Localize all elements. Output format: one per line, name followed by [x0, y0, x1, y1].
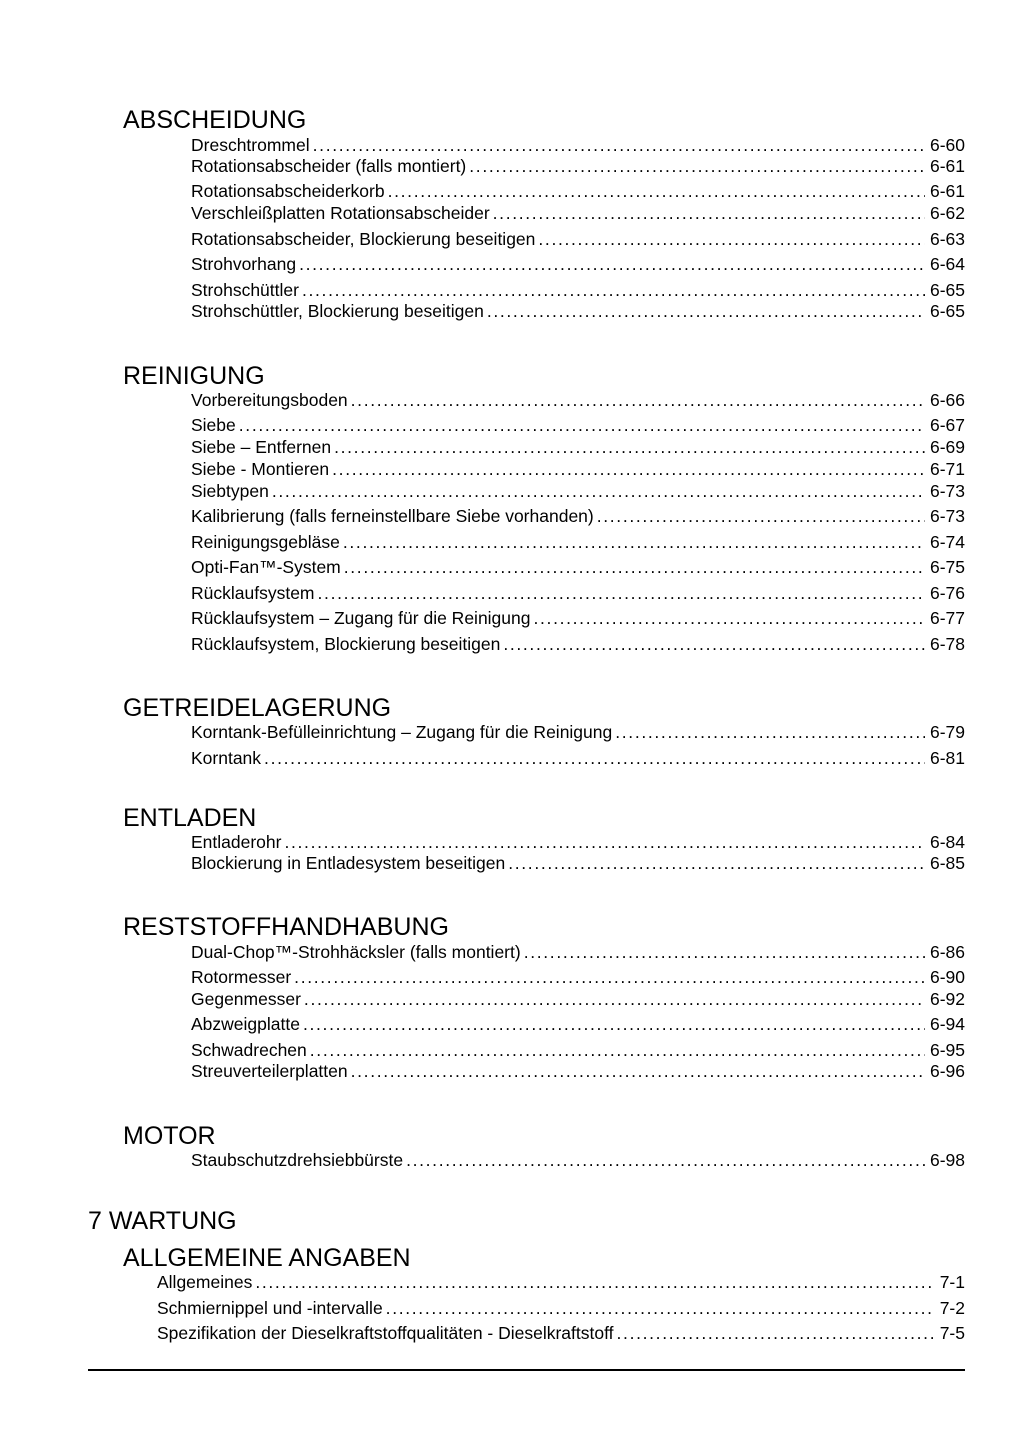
toc-entry-title: Schwadrechen [191, 1040, 307, 1060]
toc-entry-title: Gegenmesser [191, 989, 301, 1009]
section-heading-reststoffhandhabung: RESTSTOFFHANDHABUNG [123, 913, 449, 941]
dot-leader [310, 1039, 925, 1061]
dot-leader [299, 253, 925, 275]
toc-entry-page: 6-65 [929, 301, 965, 321]
section-heading-entladen: ENTLADEN [123, 804, 257, 832]
toc-entry-title: Verschleißplatten Rotationsabscheider [191, 203, 490, 223]
dot-leader [469, 155, 925, 177]
toc-entry-page: 6-76 [929, 583, 965, 603]
toc-entry[interactable] [191, 436, 965, 458]
toc-entry-title: Reinigungsgebläse [191, 532, 340, 552]
toc-entry[interactable] [191, 747, 965, 769]
toc-entry-page: 6-74 [929, 532, 965, 552]
toc-entry-title: Rotationsabscheider (falls montiert) [191, 156, 467, 176]
toc-entry-title: Dreschtrommel [191, 135, 310, 155]
toc-entry-title: Rücklaufsystem [191, 583, 315, 603]
toc-entry[interactable] [191, 155, 965, 177]
toc-entry[interactable] [191, 505, 965, 527]
toc-entry[interactable] [157, 1322, 965, 1344]
toc-entry-title: Siebe - Montieren [191, 459, 330, 479]
toc-entry-page: 6-79 [929, 722, 965, 742]
toc-entry[interactable] [191, 941, 965, 963]
toc-entry-page: 6-92 [929, 989, 965, 1009]
toc-entry[interactable] [191, 228, 965, 250]
toc-entry[interactable] [191, 852, 965, 874]
toc-entry[interactable] [157, 1297, 965, 1319]
toc-entry-title: Siebe – Entfernen [191, 437, 332, 457]
toc-entry-title: Strohvorhang [191, 254, 297, 274]
toc-entry-page: 6-78 [929, 634, 965, 654]
dot-leader [304, 988, 925, 1010]
dot-leader [386, 1297, 935, 1319]
toc-entry[interactable] [191, 556, 965, 578]
dot-leader [284, 831, 924, 853]
dot-leader [615, 721, 925, 743]
toc-entry-title: Blockierung in Entladesystem beseitigen [191, 853, 506, 873]
toc-entry-page: 6-95 [929, 1040, 965, 1060]
toc-entry-page: 6-98 [929, 1150, 965, 1170]
dot-leader [303, 1013, 925, 1035]
section-heading-abscheidung: ABSCHEIDUNG [123, 106, 307, 134]
chapter-heading: 7 WARTUNG [88, 1207, 237, 1235]
toc-entry[interactable] [157, 1271, 965, 1293]
toc-entry-page: 6-64 [929, 254, 965, 274]
toc-entry-title: Kalibrierung (falls ferneinstellbare Siebe vorhanden) [191, 506, 594, 526]
toc-entry-page: 6-96 [929, 1061, 965, 1081]
toc-entry-title: Rücklaufsystem – Zugang für die Reinigung [191, 608, 531, 628]
dot-leader [538, 228, 925, 250]
toc-entry-title: Abzweigplatte [191, 1014, 300, 1034]
toc-entry-title: Siebe [191, 415, 236, 435]
toc-entry[interactable] [191, 134, 965, 156]
toc-entry-title: Entladerohr [191, 832, 282, 852]
dot-leader [313, 134, 925, 156]
dot-leader [508, 852, 925, 874]
toc-entry[interactable] [191, 966, 965, 988]
dot-leader [388, 180, 925, 202]
toc-entry-page: 6-63 [929, 229, 965, 249]
toc-entry[interactable] [191, 531, 965, 553]
toc-entry-title: Siebtypen [191, 481, 269, 501]
section-heading-getreidelagerung: GETREIDELAGERUNG [123, 694, 392, 722]
toc-entry-title: Dual-Chop™-Strohhäcksler (falls montiert) [191, 942, 521, 962]
toc-entry[interactable] [191, 1149, 965, 1171]
dot-leader [255, 1271, 934, 1293]
dot-leader [264, 747, 925, 769]
toc-entry-title: Korntank-Befülleinrichtung – Zugang für die Reinigung [191, 722, 613, 742]
toc-entry-title: Allgemeines [157, 1272, 253, 1292]
dot-leader [534, 607, 925, 629]
dot-leader [239, 414, 925, 436]
dot-leader [334, 436, 925, 458]
toc-entry-page: 6-62 [929, 203, 965, 223]
toc-entry-page: 6-69 [929, 437, 965, 457]
toc-entry-title: Streuverteilerplatten [191, 1061, 348, 1081]
toc-entry-title: Rotationsabscheider, Blockierung beseitigen [191, 229, 536, 249]
toc-entry[interactable] [191, 988, 965, 1010]
toc-entry-page: 6-94 [929, 1014, 965, 1034]
toc-entry-page: 6-65 [929, 280, 965, 300]
dot-leader [524, 941, 925, 963]
toc-entry-page: 6-77 [929, 608, 965, 628]
toc-entry-page: 6-66 [929, 390, 965, 410]
toc-entry-page: 6-73 [929, 481, 965, 501]
toc-entry-title: Spezifikation der Dieselkraftstoffqualitäten - Dieselkraftstoff [157, 1323, 614, 1343]
toc-entry-page: 6-90 [929, 967, 965, 987]
toc-entry-page: 6-71 [929, 459, 965, 479]
section-heading-reinigung: REINIGUNG [123, 362, 265, 390]
dot-leader [406, 1149, 925, 1171]
toc-entry-title: Korntank [191, 748, 262, 768]
dot-leader [344, 556, 925, 578]
dot-leader [302, 279, 925, 301]
toc-entry[interactable] [191, 607, 965, 629]
toc-entry-page: 6-84 [929, 832, 965, 852]
dot-leader [318, 582, 925, 604]
dot-leader [503, 633, 925, 655]
toc-entry-title: Rotormesser [191, 967, 292, 987]
toc-entry[interactable] [191, 480, 965, 502]
toc-entry-page: 7-5 [939, 1323, 965, 1343]
toc-entry-page: 6-86 [929, 942, 965, 962]
dot-leader [294, 966, 925, 988]
toc-entry[interactable] [191, 414, 965, 436]
toc-entry-page: 6-85 [929, 853, 965, 873]
toc-entry-page: 6-81 [929, 748, 965, 768]
dot-leader [351, 389, 925, 411]
toc-entry-title: Rücklaufsystem, Blockierung beseitigen [191, 634, 501, 654]
toc-entry[interactable] [191, 458, 965, 480]
toc-entry[interactable] [191, 633, 965, 655]
toc-entry-page: 7-2 [939, 1298, 965, 1318]
toc-entry-title: Staubschutzdrehsiebbürste [191, 1150, 404, 1170]
dot-leader [272, 480, 925, 502]
toc-entry-title: Schmiernippel und -intervalle [157, 1298, 383, 1318]
dot-leader [332, 458, 925, 480]
toc-entry[interactable] [191, 1060, 965, 1082]
toc-entry-title: Rotationsabscheiderkorb [191, 181, 385, 201]
dot-leader [617, 1322, 935, 1344]
toc-entry[interactable] [191, 1013, 965, 1035]
toc-entry[interactable] [191, 253, 965, 275]
dot-leader [351, 1060, 925, 1082]
dot-leader [597, 505, 925, 527]
toc-entry[interactable] [191, 721, 965, 743]
toc-entry[interactable] [191, 180, 965, 202]
toc-entry-page: 6-61 [929, 181, 965, 201]
dot-leader [343, 531, 925, 553]
toc-entry[interactable] [191, 300, 965, 322]
toc-entry[interactable] [191, 279, 965, 301]
toc-entry-title: Strohschüttler [191, 280, 299, 300]
toc-entry-title: Opti-Fan™-System [191, 557, 341, 577]
dot-leader [487, 300, 925, 322]
toc-entry-page: 6-67 [929, 415, 965, 435]
toc-entry-page: 6-73 [929, 506, 965, 526]
toc-entry[interactable] [191, 389, 965, 411]
toc-entry-title: Strohschüttler, Blockierung beseitigen [191, 301, 484, 321]
toc-entry-page: 6-61 [929, 156, 965, 176]
toc-entry-title: Vorbereitungsboden [191, 390, 348, 410]
section-heading-motor: MOTOR [123, 1122, 216, 1150]
toc-entry[interactable] [191, 831, 965, 853]
toc-entry[interactable] [191, 1039, 965, 1061]
section-heading-allgemeine-angaben: ALLGEMEINE ANGABEN [123, 1244, 411, 1272]
toc-entry-page: 6-75 [929, 557, 965, 577]
toc-entry-page: 6-60 [929, 135, 965, 155]
footer-rule [88, 1369, 965, 1371]
toc-entry-page: 7-1 [939, 1272, 965, 1292]
toc-entry[interactable] [191, 582, 965, 604]
toc-entry[interactable] [191, 202, 965, 224]
dot-leader [493, 202, 925, 224]
